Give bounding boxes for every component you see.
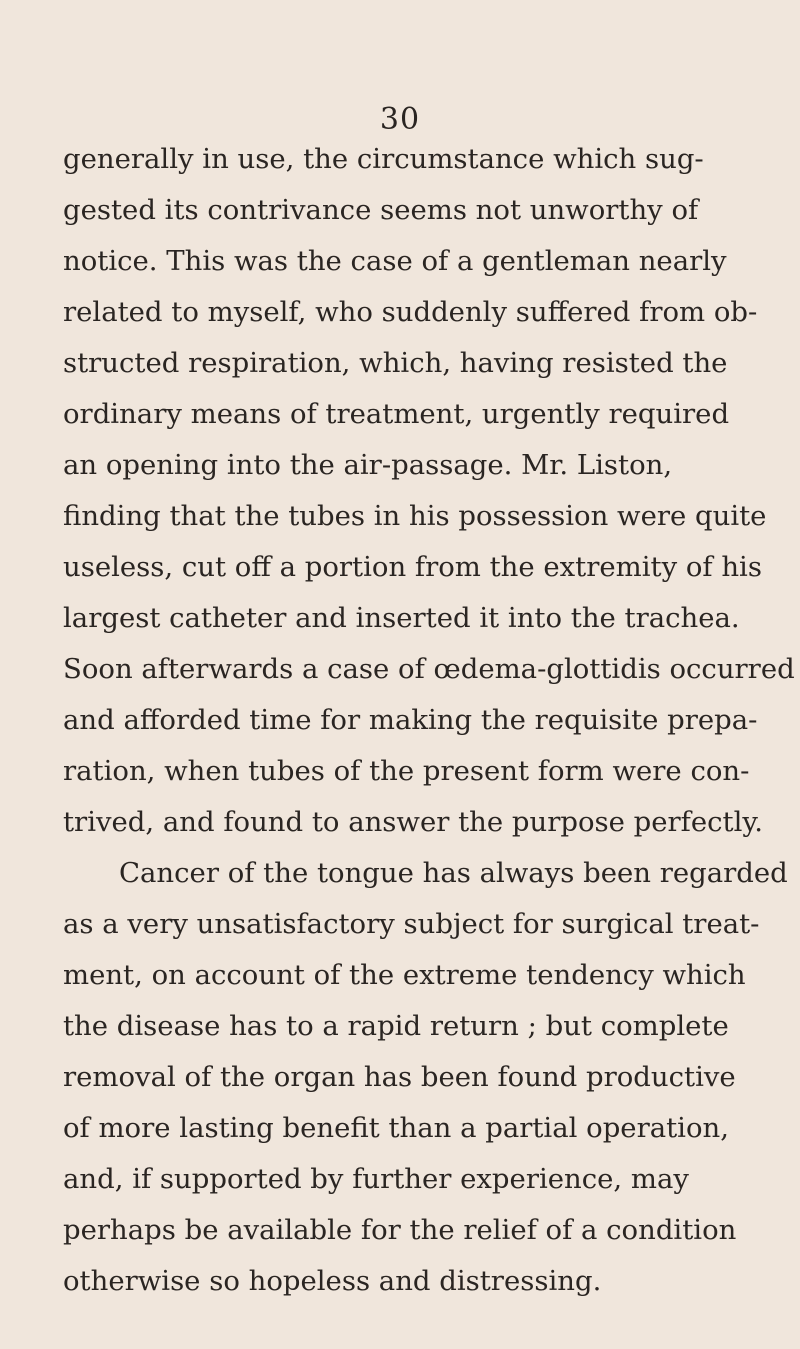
text-line: removal of the organ has been found productive — [63, 1061, 736, 1093]
text-line: as a very unsatisfactory subject for surgical treat- — [63, 908, 760, 940]
text-line: ordinary means of treatment, urgently required — [63, 398, 730, 430]
text-line: finding that the tubes in his possession were quite — [63, 500, 767, 532]
text-line: trived, and found to answer the purpose perfectly. — [63, 806, 763, 838]
paragraph-start-line: Cancer of the tongue has always been regarded — [119, 857, 788, 889]
text-line: gested its contrivance seems not unworthy of — [63, 194, 699, 226]
text-line: perhaps be available for the relief of a condition — [63, 1214, 737, 1246]
text-line: structed respiration, which, having resisted the — [63, 347, 728, 379]
text-line: ration, when tubes of the present form were con- — [63, 755, 750, 787]
page-number: 30 — [379, 102, 421, 137]
text-line: and, if supported by further experience, may — [63, 1163, 689, 1195]
text-line: notice. This was the case of a gentleman nearly — [63, 245, 727, 277]
body-text — [63, 134, 795, 1307]
text-line: Soon afterwards a case of œdema-glottidis occurred — [63, 653, 795, 685]
text-line: generally in use, the circumstance which sug- — [63, 143, 704, 175]
text-line: and afforded time for making the requisite prepa- — [63, 704, 758, 736]
text-line: useless, cut off a portion from the extremity of his — [63, 551, 762, 583]
text-line: an opening into the air-passage. Mr. Liston, — [63, 449, 673, 481]
text-line: related to myself, who suddenly suffered from ob- — [63, 296, 758, 328]
text-line: of more lasting benefit than a partial operation, — [63, 1112, 729, 1144]
text-line: the disease has to a rapid return ; but complete — [63, 1010, 729, 1042]
text-line: ment, on account of the extreme tendency which — [63, 959, 746, 991]
text-line: largest catheter and inserted it into the trachea. — [63, 602, 740, 634]
text-line: otherwise so hopeless and distressing. — [63, 1265, 602, 1297]
